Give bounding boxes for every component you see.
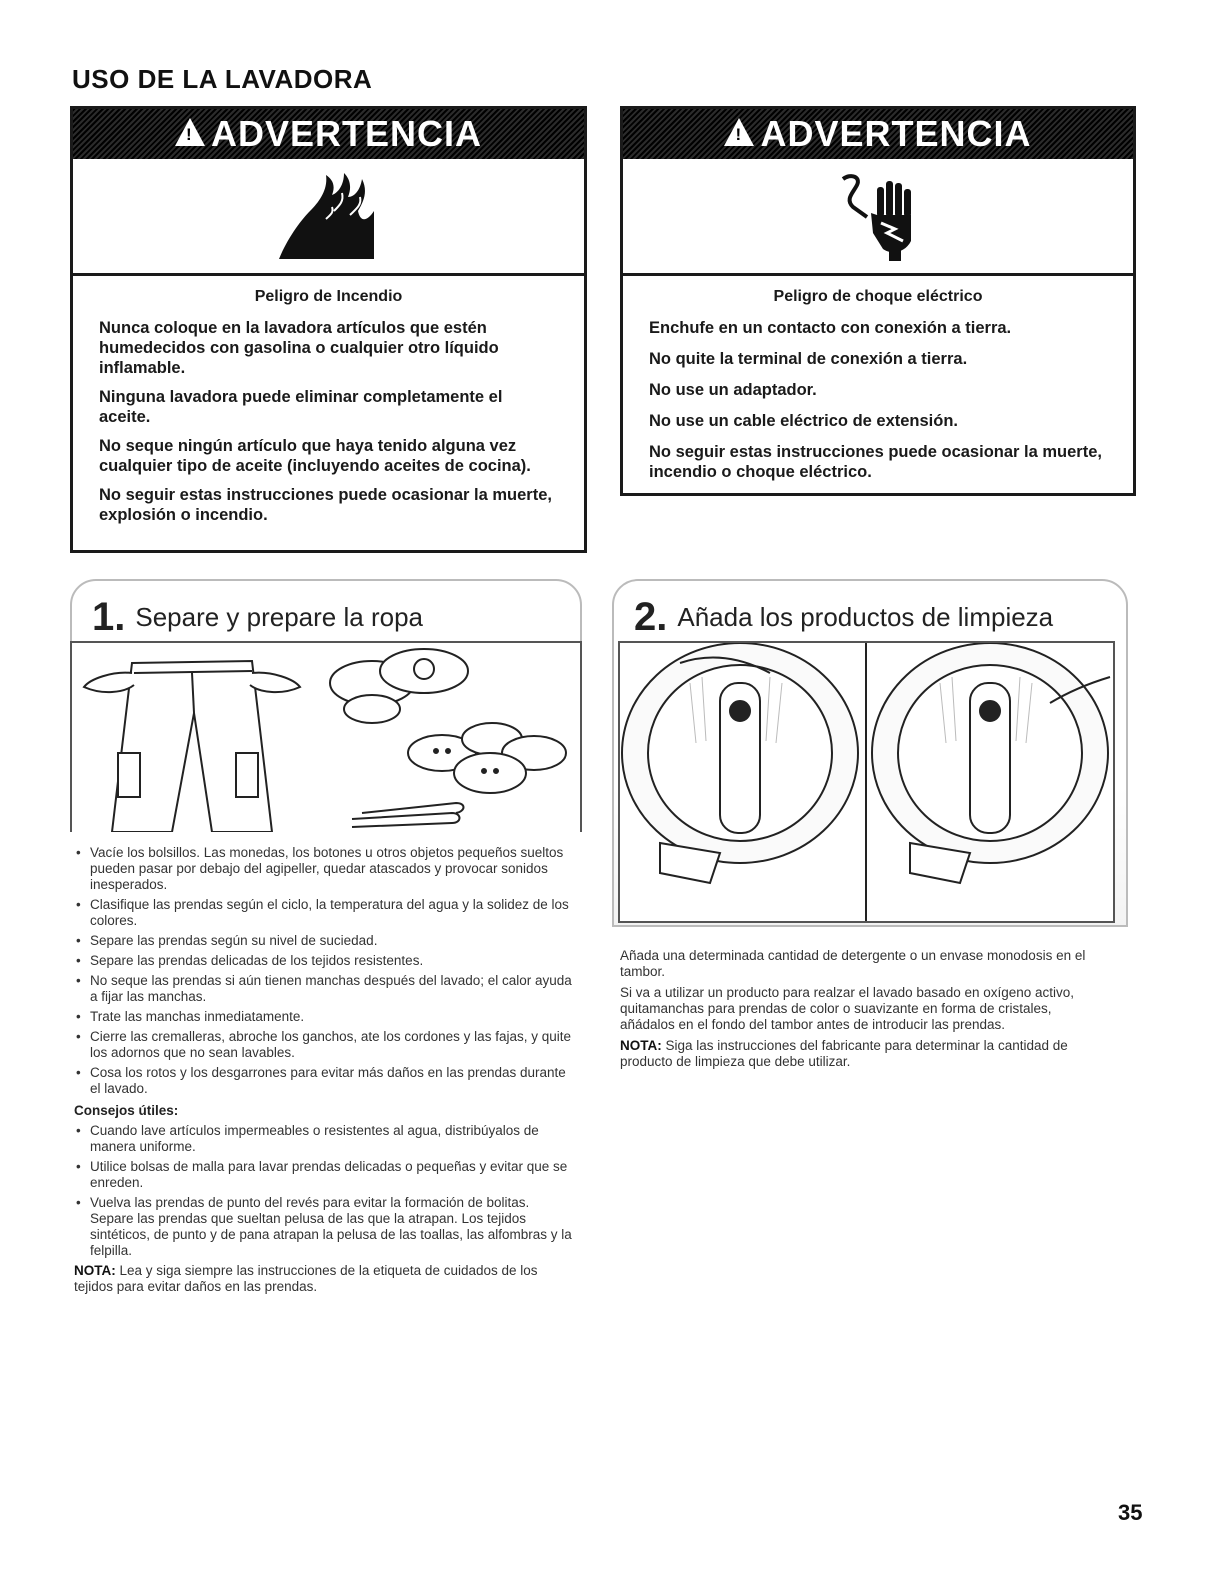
coins-icon (330, 649, 468, 723)
warning-triangle-icon: ! (175, 118, 205, 146)
note-label: NOTA: (620, 1038, 662, 1053)
fire-warning-box (70, 106, 587, 553)
warning-header (623, 109, 1133, 159)
list-item: • Vacíe los bolsillos. Las monedas, los botones u otros objetos pequeños sueltos pueden pasar por debajo del agipeller, quedar atascados y provocar sonidos inesperados. (74, 845, 574, 893)
step2-text (620, 948, 1110, 1075)
electric-icon-area (623, 159, 1133, 276)
electric-shock-icon (833, 169, 923, 264)
fire-icon-area (73, 159, 584, 276)
warning-subtitle: Peligro de choque eléctrico (773, 288, 983, 305)
step2-number: 2. (634, 595, 668, 639)
warning-header-text: ADVERTENCIA (210, 113, 482, 154)
page-number: 35 (1118, 1500, 1143, 1525)
list-item: • Trate las manchas inmediatamente. (74, 1009, 574, 1025)
washer-drum-illustration (620, 643, 1113, 921)
step2-illustration (618, 641, 1115, 923)
warning-line: No use un adaptador. (649, 381, 817, 399)
warning-line: Nunca coloque en la lavadora artículos que estén humedecidos con gasolina o cualquier otro líquido inflamable. (99, 319, 499, 377)
warning-header (73, 109, 584, 159)
step1-title-text: Separe y prepare la ropa (135, 602, 423, 632)
list-item: • Cosa los rotos y los desgarrones para evitar más daños en las prendas durante el lavado. (74, 1065, 574, 1097)
buttons-icon (408, 723, 566, 793)
list-item: • Separe las prendas según su nivel de suciedad. (74, 933, 574, 949)
step1-number: 1. (92, 595, 126, 639)
step1-illustration (70, 641, 582, 832)
note-text: Lea y siga siempre las instrucciones de la etiqueta de cuidados de los tejidos para evitar daños en las prendas. (74, 1263, 538, 1294)
warning-line: No seguir estas instrucciones puede ocasionar la muerte, incendio o choque eléctrico. (649, 443, 1102, 481)
step2-note (620, 1038, 1110, 1070)
warning-line: Ninguna lavadora puede eliminar completamente el aceite. (99, 388, 503, 426)
warning-header-text: ADVERTENCIA (760, 113, 1032, 154)
warning-triangle-icon: ! (724, 118, 754, 146)
list-item: • Cierre las cremalleras, abroche los ganchos, ate los cordones y las fajas, y quite los adornos que no sean lavables. (74, 1029, 574, 1061)
step1-text (74, 845, 574, 1295)
paragraph: Añada una determinada cantidad de detergente o un envase monodosis en el tambor. (620, 948, 1086, 979)
list-item: • Clasifique las prendas según el ciclo, la temperatura del agua y la solidez de los colores. (74, 897, 574, 929)
note-label: NOTA: (74, 1263, 116, 1278)
warning-line: No use un cable eléctrico de extensión. (649, 412, 959, 430)
step2-panel (612, 579, 1128, 927)
list-item: • No seque las prendas si aún tienen manchas después del lavado; el calor ayuda a fijar las manchas. (74, 973, 574, 1005)
step2-title-text: Añada los productos de limpieza (677, 602, 1054, 632)
warning-line: Enchufe en un contacto con conexión a tierra. (649, 319, 1012, 337)
step1-note (74, 1263, 574, 1295)
warning-line: No seque ningún artículo que haya tenido alguna vez cualquier tipo de aceite (incluyendo aceites de cocina). (99, 437, 531, 475)
pants-icon (84, 661, 300, 832)
tips-list (74, 1123, 574, 1259)
step2-title (634, 595, 1053, 640)
step1-title (92, 595, 423, 640)
electric-warning-box (620, 106, 1136, 496)
warning-line: No seguir estas instrucciones puede ocasionar la muerte, explosión o incendio. (99, 486, 552, 524)
list-item: • Cuando lave artículos impermeables o resistentes al agua, distribúyalos de manera uniforme. (74, 1123, 574, 1155)
warning-subtitle: Peligro de Incendio (254, 288, 403, 305)
list-item: • Separe las prendas delicadas de los tejidos resistentes. (74, 953, 574, 969)
tips-title: Consejos útiles: (74, 1103, 179, 1118)
step1-bullet-list (74, 845, 574, 1097)
fire-icon (274, 171, 384, 261)
list-item: • Vuelva las prendas de punto del revés para evitar la formación de bolitas. Separe las prendas que sueltan pelusa de las que la atrapan. Los tejidos sintéticos, de punto y de pana atrapan la pelusa de las toallas, las alfombras y la felpilla. (74, 1195, 574, 1259)
page-title: USO DE LA LAVADORA (72, 64, 373, 94)
list-item: • Utilice bolsas de malla para lavar prendas delicadas o pequeñas y evitar que se enreden. (74, 1159, 574, 1191)
warning-line: No quite la terminal de conexión a tierra. (649, 350, 968, 368)
note-text: Siga las instrucciones del fabricante para determinar la cantidad de producto de limpieza que debe utilizar. (620, 1038, 1068, 1069)
safety-pins-icon (352, 803, 464, 827)
clothes-illustration (72, 643, 580, 832)
paragraph: Si va a utilizar un producto para realzar el lavado basado en oxígeno activo, quitamanchas para prendas de color o suavizante en forma de cristales, añádalos en el fondo del tambor antes de introducir las prendas. (620, 985, 1075, 1032)
step1-panel (70, 579, 582, 832)
